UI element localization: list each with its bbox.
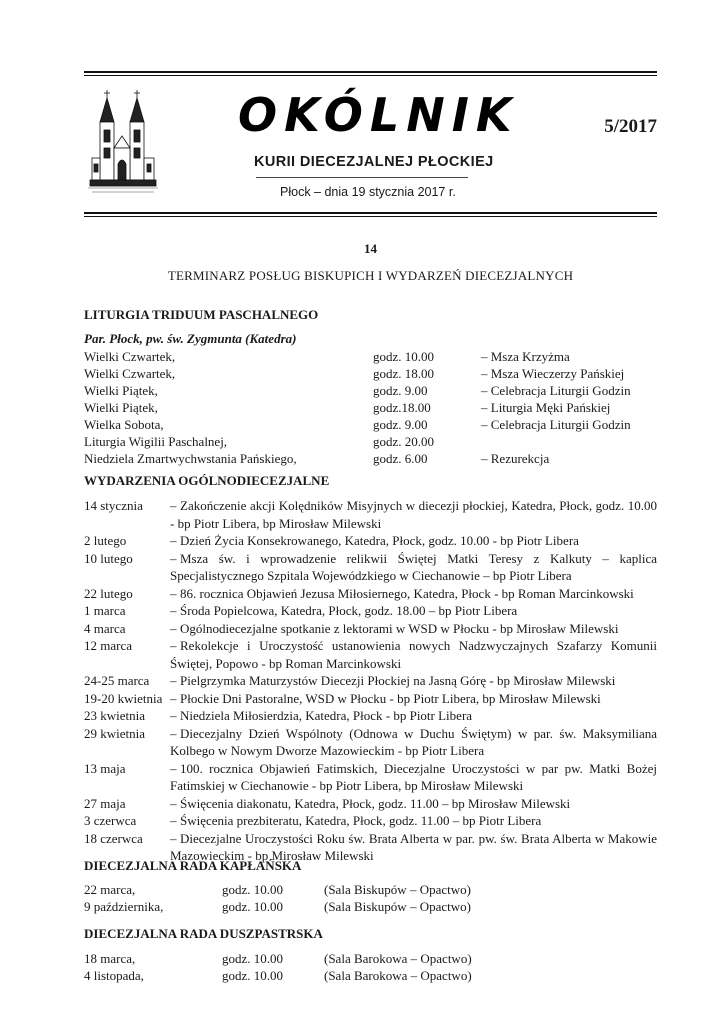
rada-duszpasterska-place: (Sala Barokowa – Opactwo) — [324, 951, 472, 966]
triduum-event: – Liturgia Męki Pańskiej — [481, 400, 611, 415]
masthead — [84, 72, 657, 212]
event-dash: – — [170, 690, 177, 706]
event-description: Środa Popielcowa, Katedra, Płock, godz. 18.00 – bp Piotr Libera — [180, 603, 518, 618]
event-dash: – — [170, 603, 177, 618]
triduum-heading: LITURGIA TRIDUUM PASCHALNEGO — [84, 307, 319, 322]
triduum-time: godz. 9.00 — [373, 383, 428, 398]
event-description: Zakończenie akcji Kolędników Misyjnych w diecezji płockiej, Katedra, Płock, godz. 10.00 - bp Piotr Libera, bp Mirosław Milewski — [170, 498, 657, 531]
event-date: 10 lutego — [84, 550, 133, 566]
event-dash: – — [170, 725, 177, 741]
triduum-day: Wielki Piątek, — [84, 400, 158, 415]
event-date: 4 marca — [84, 620, 126, 636]
event-description: 86. rocznica Objawień Jezusa Miłosiernego, Katedra, Płock - bp Roman Marcinkowski — [180, 585, 634, 601]
triduum-time: godz. 10.00 — [373, 349, 435, 364]
event-description: Msza św. i wprowadzenie relikwii Świętej Matki Teresy z Kalkuty – kaplica Specjalistycznego Szpitala Wojewódzkiego w Ciechanowie – bp Piotr Libera — [170, 550, 657, 583]
triduum-time: godz. 18.00 — [373, 366, 435, 381]
event-text — [170, 725, 657, 760]
document-number: 14 — [364, 241, 377, 256]
rada-kaplanska-time: godz. 10.00 — [222, 882, 284, 897]
event-date: 14 stycznia — [84, 498, 143, 513]
event-dash: – — [170, 585, 177, 601]
event-dash: – — [170, 550, 177, 566]
event-description: Dzień Życia Konsekrowanego, Katedra, Płock, godz. 10.00 - bp Piotr Libera — [180, 533, 579, 548]
event-description: Rekolekcje i Uroczystość ustanowienia nowych Nadzwyczajnych Szafarzy Komunii Świętej, Popowo - bp Roman Marcinkowski — [170, 638, 657, 671]
event-date: 24-25 marca — [84, 673, 150, 688]
event-description: Diecezjalny Dzień Wspólnoty (Odnowa w Duchu Świętym) w par. św. Maksymiliana Kolbego w Nowym Dworze Mazowieckim - bp Piotr Libera — [170, 725, 657, 758]
event-text — [170, 532, 657, 550]
triduum-time: godz. 9.00 — [373, 417, 428, 432]
triduum-time: godz.18.00 — [373, 400, 431, 415]
rada-duszpasterska-time: godz. 10.00 — [222, 951, 284, 966]
event-description: Święcenia prezbiteratu, Katedra, Płock, godz. 11.00 – bp Piotr Libera — [180, 813, 542, 828]
rada-kaplanska-place: (Sala Biskupów – Opactwo) — [324, 899, 471, 914]
event-text — [170, 497, 657, 532]
event-text — [170, 637, 657, 672]
cathedral-icon — [88, 84, 158, 200]
event-text — [170, 672, 657, 690]
rada-kaplanska-date: 22 marca, — [84, 882, 136, 897]
event-date: 2 lutego — [84, 533, 127, 548]
event-date: 3 czerwca — [84, 813, 137, 828]
triduum-day: Wielka Sobota, — [84, 417, 164, 432]
event-dash: – — [170, 795, 177, 811]
triduum-day: Niedziela Zmartwychwstania Pańskiego, — [84, 451, 297, 466]
triduum-day: Liturgia Wigilii Paschalnej, — [84, 434, 228, 449]
triduum-event: – Rezurekcja — [481, 451, 550, 466]
event-dash: – — [170, 533, 177, 548]
document-title: TERMINARZ POSŁUG BISKUPICH I WYDARZEŃ DIECEZJALNYCH — [167, 268, 574, 283]
event-description: 100. rocznica Objawień Fatimskich, Diecezjalne Uroczystości w par pw. Matki Bożej Fatimskiej w Ciechanowie - bp Piotr Libera, bp Mirosław Milewski — [170, 760, 657, 793]
event-dash: – — [170, 708, 177, 723]
event-description: Diecezjalne Uroczystości Roku św. Brata Alberta w par. pw. św. Brata Alberta w Makowie Mazowieckim - bp Mirosław Milewski — [170, 830, 657, 863]
rada-kaplanska-time: godz. 10.00 — [222, 899, 284, 914]
masthead-subtitle: KURII DIECEZJALNEJ PŁOCKIEJ — [254, 154, 494, 170]
event-dash: – — [170, 830, 177, 846]
rada-duszpasterska-time: godz. 10.00 — [222, 968, 284, 983]
event-text — [170, 760, 657, 795]
rada-duszpasterska-date: 4 listopada, — [84, 968, 144, 983]
triduum-day: Wielki Czwartek, — [84, 366, 176, 381]
event-text — [170, 707, 657, 725]
event-date: 19-20 kwietnia — [84, 690, 163, 706]
triduum-time: godz. 6.00 — [373, 451, 428, 466]
event-date: 29 kwietnia — [84, 725, 146, 741]
event-date: 18 czerwca — [84, 830, 143, 846]
rada-duszpasterska-heading: DIECEZJALNA RADA DUSZPASTRSKA — [84, 926, 323, 941]
event-date: 22 lutego — [84, 585, 133, 601]
event-dash: – — [170, 498, 177, 513]
header-bottom-rule-thin — [84, 216, 657, 217]
triduum-parish: Par. Płock, pw. św. Zygmunta (Katedra) — [84, 331, 297, 346]
event-text — [170, 620, 657, 638]
event-description: Święcenia diakonatu, Katedra, Płock, godz. 11.00 – bp Mirosław Milewski — [180, 795, 571, 811]
event-text — [170, 795, 657, 813]
triduum-event: – Celebracja Liturgii Godzin — [481, 383, 631, 398]
event-text — [170, 602, 657, 620]
issue-number: 5/2017 — [604, 116, 657, 137]
event-dash: – — [170, 638, 177, 653]
event-text — [170, 550, 657, 585]
event-description: Ogólnodiecezjalne spotkanie z lektorami w WSD w Płocku - bp Mirosław Milewski — [180, 620, 619, 636]
event-dash: – — [170, 620, 177, 636]
triduum-day: Wielki Piątek, — [84, 383, 158, 398]
triduum-time: godz. 20.00 — [373, 434, 435, 449]
rada-duszpasterska-date: 18 marca, — [84, 951, 136, 966]
event-dash: – — [170, 760, 177, 776]
subtitle-divider — [256, 177, 468, 178]
event-date: 12 marca — [84, 638, 133, 653]
triduum-event: – Msza Krzyżma — [481, 349, 570, 364]
rada-duszpasterska-place: (Sala Barokowa – Opactwo) — [324, 968, 472, 983]
event-text — [170, 812, 657, 830]
triduum-day: Wielki Czwartek, — [84, 349, 176, 364]
event-date: 1 marca — [84, 603, 126, 618]
event-text — [170, 690, 657, 708]
event-date: 23 kwietnia — [84, 708, 146, 723]
rada-kaplanska-date: 9 października, — [84, 899, 164, 914]
event-date: 27 maja — [84, 795, 126, 811]
event-date: 13 maja — [84, 760, 126, 776]
event-description: Niedziela Miłosierdzia, Katedra, Płock - bp Piotr Libera — [180, 708, 473, 723]
event-description: Płockie Dni Pastoralne, WSD w Płocku - bp Piotr Libera, bp Mirosław Milewski — [180, 690, 601, 706]
events-heading: WYDARZENIA OGÓLNODIECEZJALNE — [84, 473, 330, 488]
rada-kaplanska-heading: DIECEZJALNA RADA KAPŁAŃSKA — [84, 858, 302, 873]
okolnik-logo: OKÓLNIK — [238, 88, 519, 142]
event-dash: – — [170, 813, 177, 828]
event-dash: – — [170, 673, 177, 688]
masthead-date: Płock – dnia 19 stycznia 2017 r. — [280, 185, 456, 199]
header-bottom-rule — [84, 212, 657, 214]
event-description: Pielgrzymka Maturzystów Diecezji Płockiej na Jasną Górę - bp Mirosław Milewski — [180, 673, 616, 688]
event-text — [170, 585, 657, 603]
triduum-event: – Celebracja Liturgii Godzin — [481, 417, 631, 432]
triduum-event: – Msza Wieczerzy Pańskiej — [481, 366, 625, 381]
rada-kaplanska-place: (Sala Biskupów – Opactwo) — [324, 882, 471, 897]
